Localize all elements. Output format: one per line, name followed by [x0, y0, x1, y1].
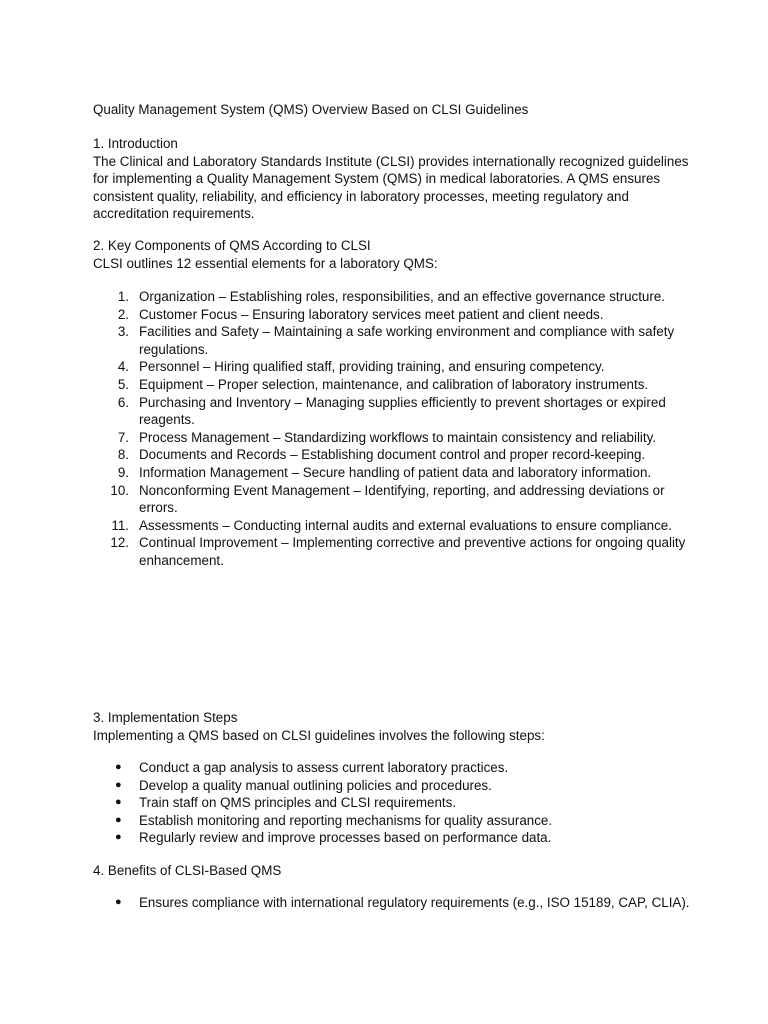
list-item [93, 288, 693, 306]
section-key-components [93, 237, 693, 272]
benefits-list [93, 894, 693, 912]
bullet-icon: ● [115, 896, 122, 908]
section-paragraph: Implementing a QMS based on CLSI guidelines involves the following steps: [93, 727, 545, 743]
list-item-text: Ensures compliance with international regulatory requirements (e.g., ISO 15189, CAP, CLIA). [139, 895, 690, 910]
section-heading: 2. Key Components of QMS According to CLSI [93, 238, 371, 253]
list-number: 12. [110, 535, 129, 551]
list-item [93, 358, 693, 376]
list-number: 5. [117, 376, 129, 392]
section-introduction [93, 135, 693, 223]
list-item-text: Continual Improvement – Implementing corrective and preventive actions for ongoing quality enhancement. [139, 535, 686, 568]
list-item [93, 394, 693, 429]
list-item [93, 446, 693, 464]
list-item [93, 894, 693, 912]
list-item [93, 376, 693, 394]
implementation-steps-list [93, 759, 693, 847]
list-number: 8. [117, 447, 129, 463]
list-item-text: Assessments – Conducting internal audits and external evaluations to ensure compliance. [139, 517, 672, 533]
list-item-text: Conduct a gap analysis to assess current laboratory practices. [139, 760, 509, 775]
list-number: 9. [117, 464, 129, 480]
list-item-text: Documents and Records – Establishing document control and proper record-keeping. [139, 447, 646, 463]
bullet-icon: ● [115, 813, 122, 826]
section-implementation-steps [93, 709, 693, 744]
list-number: 7. [117, 429, 129, 445]
list-number: 1. [117, 289, 129, 304]
list-item [93, 429, 693, 447]
list-item-text: Process Management – Standardizing workflows to maintain consistency and reliability. [139, 429, 657, 445]
list-item [93, 829, 693, 847]
list-item [93, 759, 693, 777]
list-item [93, 482, 693, 517]
list-item [93, 464, 693, 482]
list-item-text: Purchasing and Inventory – Managing supplies efficiently to prevent shortages or expired reagents. [139, 394, 666, 428]
section-benefits [93, 862, 693, 880]
list-number: 3. [117, 324, 129, 340]
list-item [93, 812, 693, 830]
bullet-icon: ● [115, 761, 122, 773]
list-item-text: Personnel – Hiring qualified staff, providing training, and ensuring competency. [139, 359, 605, 375]
list-item-text: Equipment – Proper selection, maintenance, and calibration of laboratory instruments. [139, 376, 649, 392]
list-item [93, 323, 693, 358]
list-item [93, 306, 693, 324]
bullet-icon: ● [115, 831, 122, 844]
list-number: 4. [117, 359, 129, 375]
list-item-text: Organization – Establishing roles, responsibilities, and an effective governance structure. [139, 289, 666, 304]
list-number: 6. [117, 394, 129, 410]
list-number: 10. [110, 482, 129, 498]
list-item [93, 777, 693, 795]
section-heading: 1. Introduction [93, 136, 178, 151]
list-item [93, 534, 693, 569]
section-paragraph: The Clinical and Laboratory Standards Institute (CLSI) provides internationally recognized guidelines for implementing a Quality Management System (QMS) in medical laboratories. A QMS ensures consistent quality, reliability, and efficiency in laboratory processes, meeting regulatory and accreditation requirements. [93, 153, 689, 222]
list-item-text: Information Management – Secure handling of patient data and laboratory information. [139, 464, 652, 480]
list-number: 11. [111, 517, 129, 533]
list-item [93, 517, 693, 535]
list-item-text: Develop a quality manual outlining policies and procedures. [139, 777, 492, 793]
document-title: Quality Management System (QMS) Overview Based on CLSI Guidelines [93, 102, 529, 117]
list-item [93, 794, 693, 812]
list-item-text: Customer Focus – Ensuring laboratory services meet patient and client needs. [139, 306, 604, 322]
list-item-text: Regularly review and improve processes based on performance data. [139, 830, 552, 846]
section-heading: 4. Benefits of CLSI-Based QMS [93, 863, 282, 878]
bullet-icon: ● [115, 796, 122, 809]
section-paragraph: CLSI outlines 12 essential elements for a laboratory QMS: [93, 255, 438, 271]
list-item-text: Nonconforming Event Management – Identifying, reporting, and addressing deviations or errors. [139, 482, 665, 516]
list-item-text: Facilities and Safety – Maintaining a safe working environment and compliance with safety regulations. [139, 324, 675, 357]
list-item-text: Establish monitoring and reporting mechanisms for quality assurance. [139, 812, 553, 828]
list-number: 2. [117, 306, 129, 322]
list-item-text: Train staff on QMS principles and CLSI requirements. [139, 795, 457, 811]
bullet-icon: ● [115, 778, 122, 791]
key-components-list [93, 288, 693, 570]
section-heading: 3. Implementation Steps [93, 710, 238, 725]
